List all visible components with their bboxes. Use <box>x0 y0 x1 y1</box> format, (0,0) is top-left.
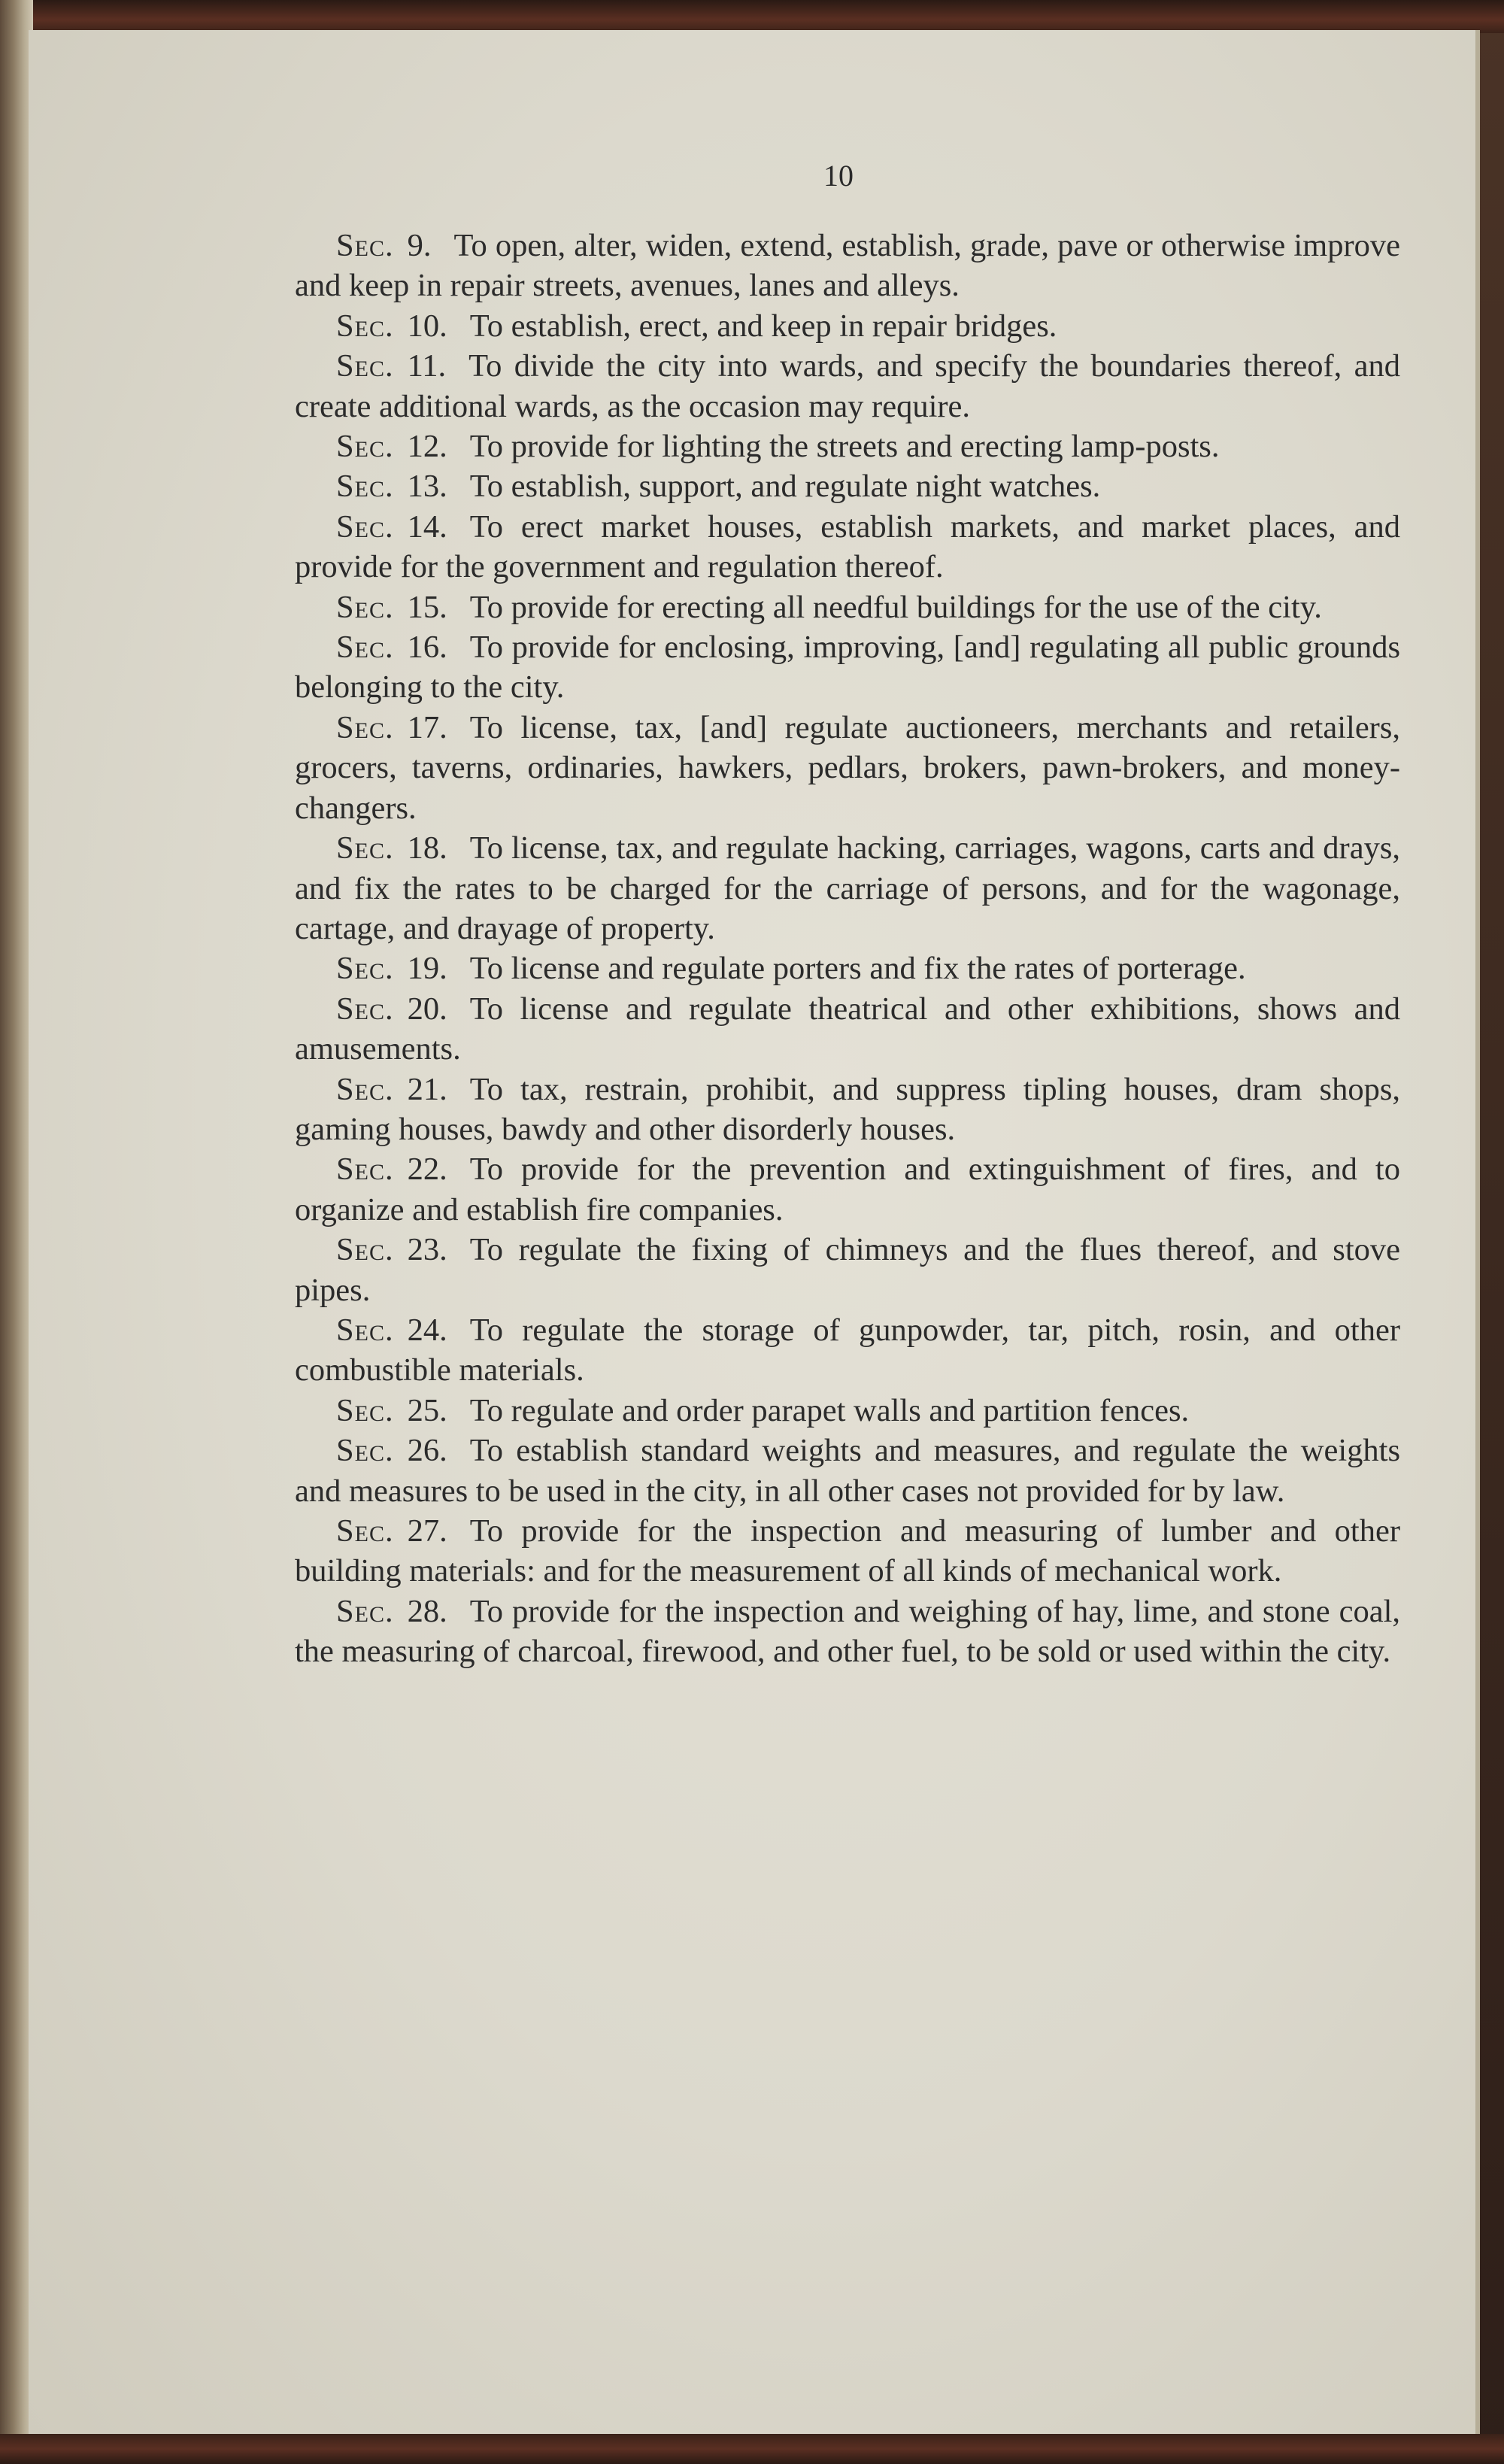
section-text: To license, tax, and regulate hacking, carriages, wagons, carts and drays, and fix the rates to be charged for the carriage of persons, and for the wagonage, cartage, and drayage of property. <box>295 830 1400 946</box>
section-text: To license, tax, [and] regulate auctioneers, merchants and retailers, grocers, taverns, ordinaries, hawkers, pedlars, brokers, pawn-brokers, and money-changers. <box>295 709 1400 826</box>
section-14 <box>295 507 1400 587</box>
section-label: Sec. <box>336 228 394 263</box>
section-23 <box>295 1230 1400 1310</box>
section-number: 9. <box>407 228 432 263</box>
section-22 <box>295 1149 1400 1230</box>
section-19 <box>295 948 1400 988</box>
section-number: 16. <box>407 630 447 666</box>
section-16 <box>295 627 1400 708</box>
section-13 <box>295 466 1400 506</box>
section-text: To establish, support, and regulate night watches. <box>469 469 1101 505</box>
section-25 <box>295 1391 1400 1431</box>
section-label: Sec. <box>336 1593 394 1629</box>
section-text: To provide for erecting all needful buildings for the use of the city. <box>469 589 1322 625</box>
section-number: 17. <box>407 709 447 745</box>
section-26 <box>295 1431 1400 1511</box>
section-label: Sec. <box>336 348 394 384</box>
section-text: To regulate the storage of gunpowder, tar, pitch, rosin, and other combustible materials. <box>295 1312 1400 1388</box>
section-text: To tax, restrain, prohibit, and suppress tipling houses, dram shops, gaming houses, bawdy and other disorderly houses. <box>295 1071 1400 1147</box>
section-label: Sec. <box>336 308 394 344</box>
section-label: Sec. <box>336 1392 394 1428</box>
section-text: To provide for the inspection and measuring of lumber and other building materials: and for the measurement of all kinds of mechanical work. <box>295 1513 1400 1589</box>
ordinance-sections <box>295 226 1400 1672</box>
section-21 <box>295 1070 1400 1150</box>
section-label: Sec. <box>336 1312 394 1348</box>
section-20 <box>295 989 1400 1070</box>
section-text: To license and regulate theatrical and other exhibitions, shows and amusements. <box>295 991 1400 1067</box>
section-15 <box>295 587 1400 627</box>
section-number: 15. <box>407 589 447 625</box>
section-number: 23. <box>407 1232 447 1268</box>
section-label: Sec. <box>336 589 394 625</box>
section-9 <box>295 226 1400 306</box>
section-10 <box>295 306 1400 346</box>
section-number: 27. <box>407 1513 447 1549</box>
section-number: 13. <box>407 469 447 505</box>
section-number: 11. <box>407 348 447 384</box>
section-label: Sec. <box>336 951 394 987</box>
section-text: To provide for enclosing, improving, [and] regulating all public grounds belonging to the city. <box>295 630 1400 706</box>
section-number: 19. <box>407 951 447 987</box>
section-text: To erect market houses, establish markets, and market places, and provide for the government and regulation thereof. <box>295 508 1400 585</box>
page-number: 10 <box>823 159 854 193</box>
section-label: Sec. <box>336 1071 394 1107</box>
section-27 <box>295 1511 1400 1592</box>
section-text: To regulate and order parapet walls and partition fences. <box>469 1392 1190 1428</box>
section-28 <box>295 1592 1400 1672</box>
section-text: To establish, erect, and keep in repair bridges. <box>469 308 1057 344</box>
section-text: To open, alter, widen, extend, establish, grade, pave or otherwise improve and keep in repair streets, avenues, lanes and alleys. <box>295 228 1400 304</box>
section-label: Sec. <box>336 830 394 866</box>
section-text: To provide for the prevention and extinguishment of fires, and to organize and establish fire companies. <box>295 1152 1400 1227</box>
section-label: Sec. <box>336 630 394 666</box>
section-18 <box>295 828 1400 948</box>
section-number: 24. <box>407 1312 447 1348</box>
section-label: Sec. <box>336 469 394 505</box>
section-label: Sec. <box>336 1433 394 1469</box>
section-label: Sec. <box>336 709 394 745</box>
section-number: 26. <box>407 1433 447 1469</box>
section-number: 20. <box>407 991 447 1027</box>
section-17 <box>295 708 1400 828</box>
section-12 <box>295 426 1400 466</box>
section-text: To divide the city into wards, and specify the boundaries thereof, and create additional wards, as the occasion may require. <box>295 348 1400 424</box>
section-24 <box>295 1310 1400 1391</box>
section-number: 22. <box>407 1152 447 1188</box>
section-number: 18. <box>407 830 447 866</box>
section-number: 10. <box>407 308 447 344</box>
section-label: Sec. <box>336 991 394 1027</box>
section-label: Sec. <box>336 508 394 545</box>
section-text: To regulate the fixing of chimneys and the flues thereof, and stove pipes. <box>295 1232 1400 1308</box>
section-number: 21. <box>407 1071 447 1107</box>
section-number: 28. <box>407 1593 447 1629</box>
book-top-edge <box>0 0 1504 33</box>
book-bottom-edge <box>0 2434 1504 2464</box>
section-label: Sec. <box>336 1232 394 1268</box>
section-text: To establish standard weights and measures, and regulate the weights and measures to be used in the city, in all other cases not provided for by law. <box>295 1433 1400 1509</box>
section-text: To provide for lighting the streets and erecting lamp-posts. <box>469 429 1220 465</box>
section-11 <box>295 346 1400 426</box>
section-text: To license and regulate porters and fix the rates of porterage. <box>469 951 1246 987</box>
section-number: 25. <box>407 1392 447 1428</box>
section-label: Sec. <box>336 1513 394 1549</box>
section-number: 12. <box>407 429 447 465</box>
section-label: Sec. <box>336 1152 394 1188</box>
section-number: 14. <box>407 508 447 545</box>
section-text: To provide for the inspection and weighing of hay, lime, and stone coal, the measuring of charcoal, firewood, and other fuel, to be sold or used within the city. <box>295 1593 1400 1670</box>
section-label: Sec. <box>336 429 394 465</box>
